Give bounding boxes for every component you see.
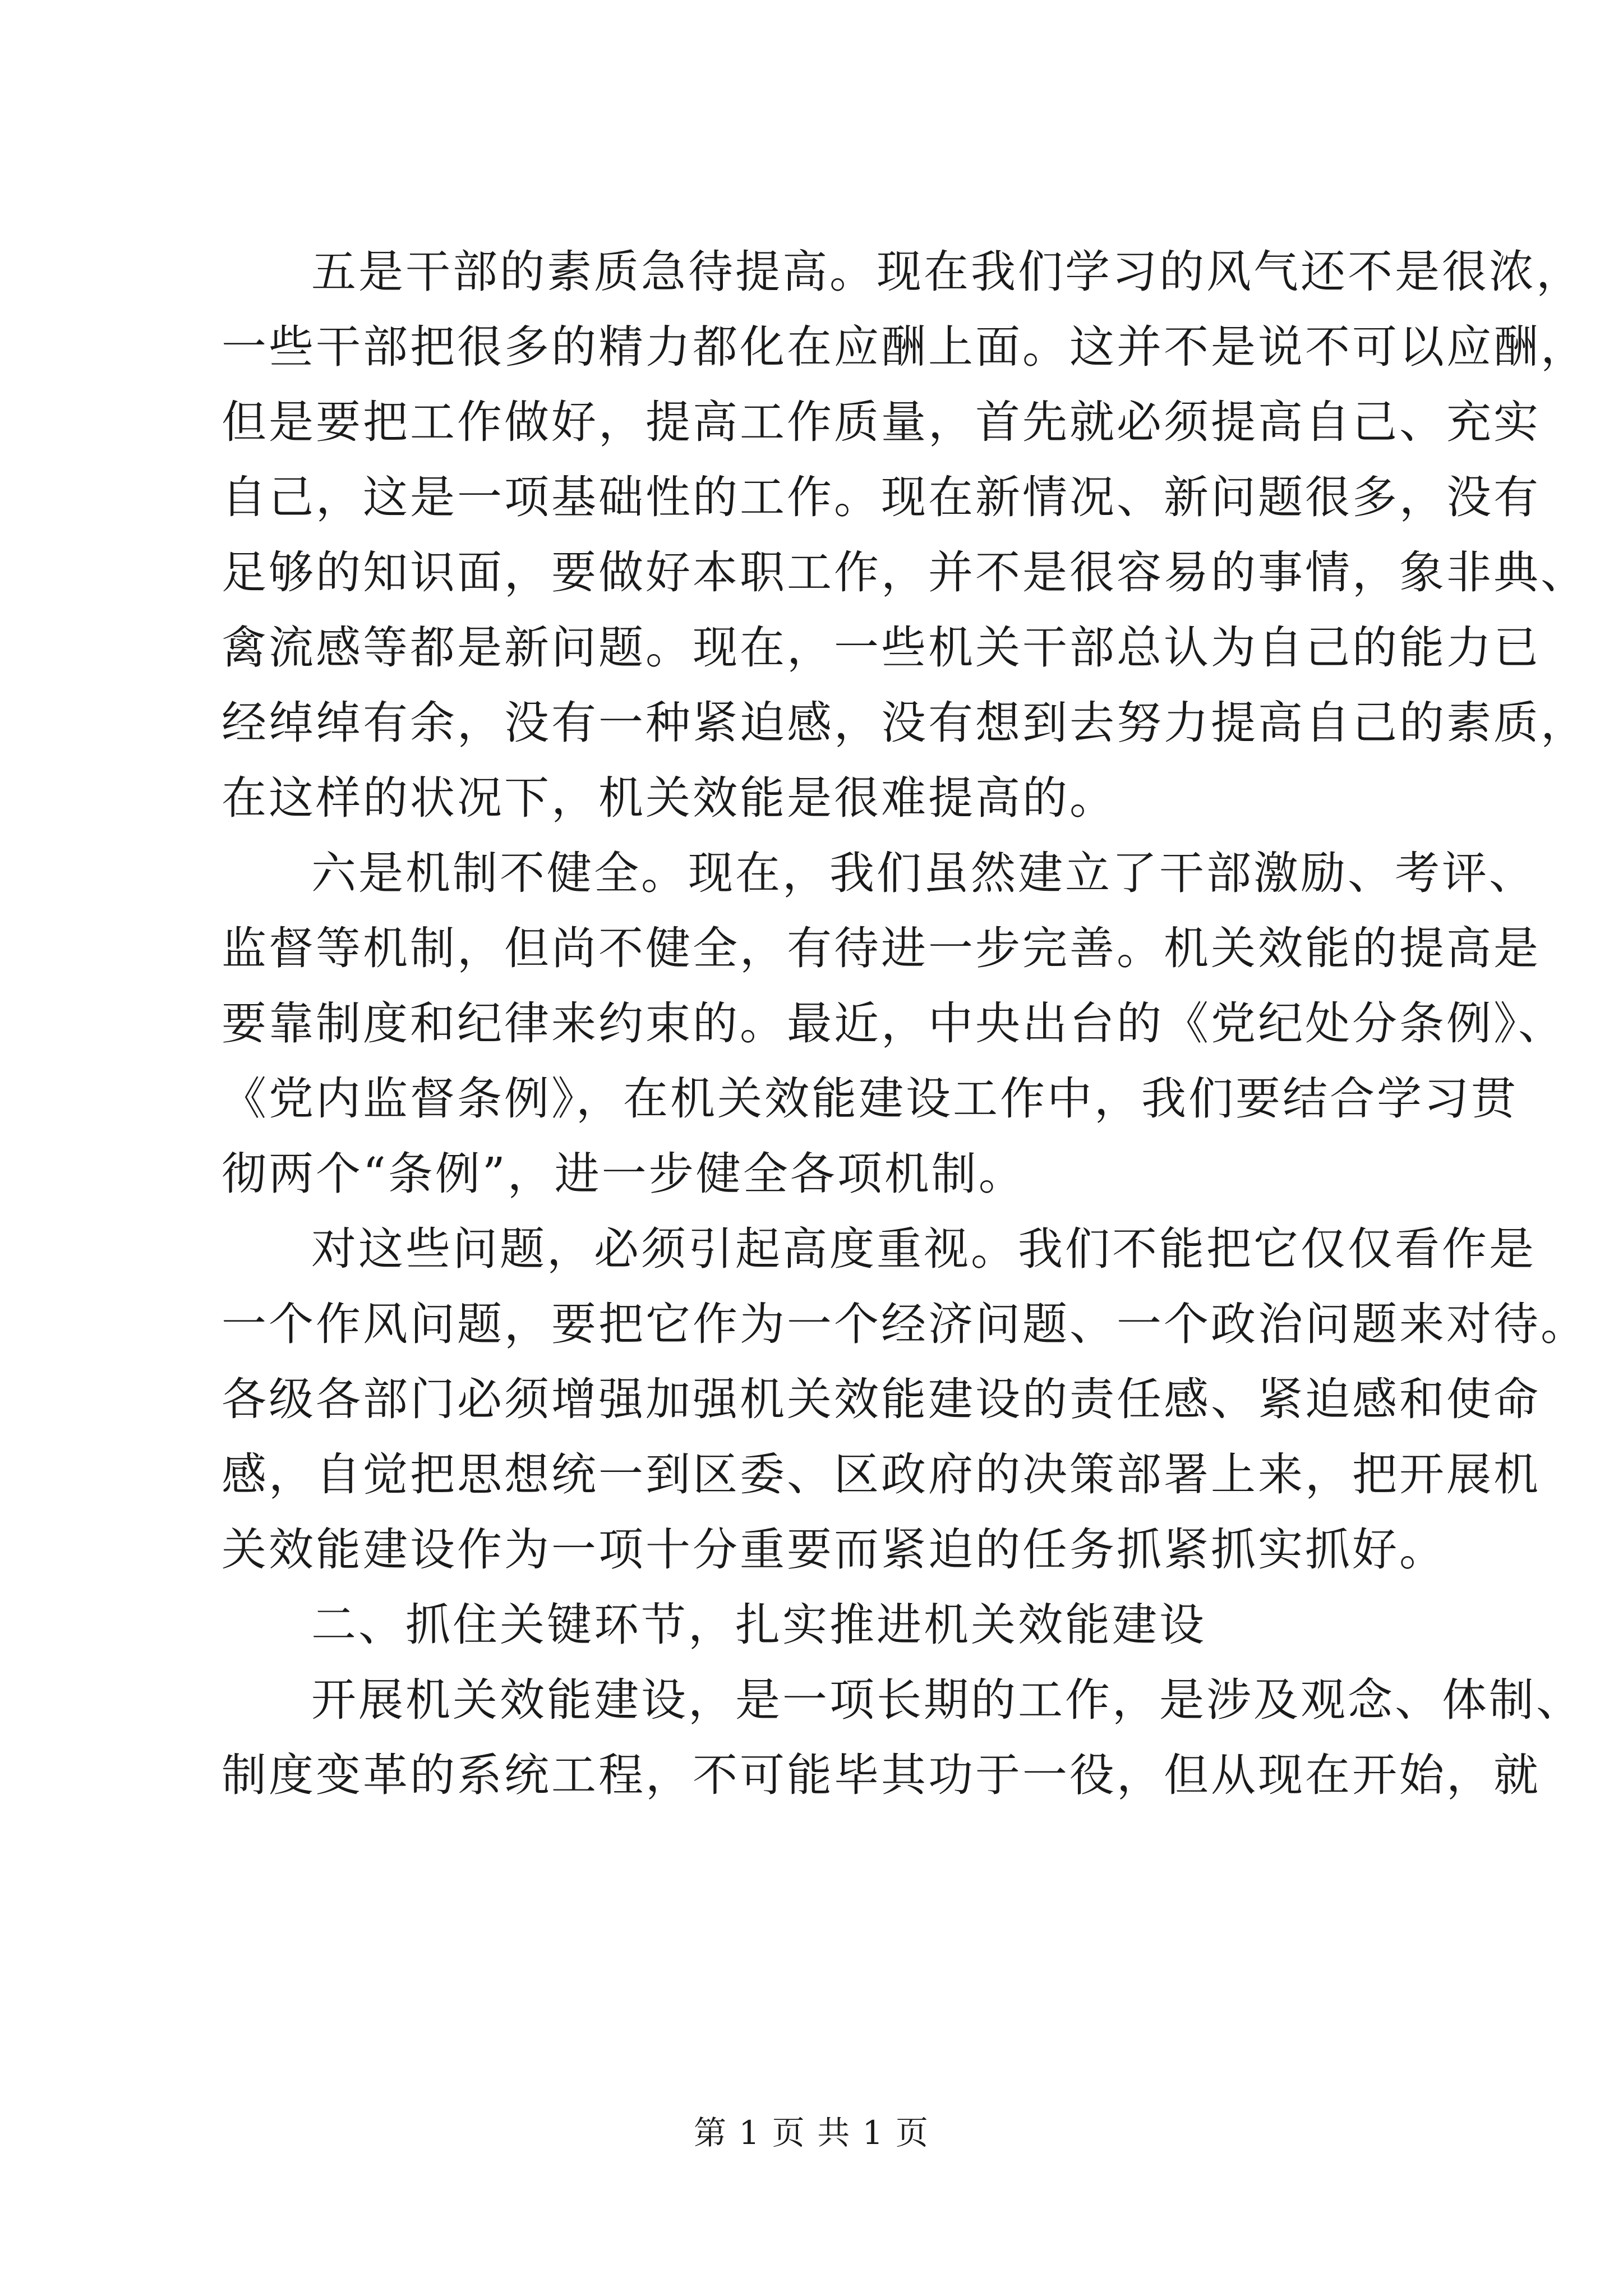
paragraph-line: 自己，这是一项基础性的工作。现在新情况、新问题很多，没有: [222, 471, 1541, 523]
paragraph-line: 彻两个“条例”，进一步健全各项机制。: [222, 1148, 1026, 1200]
paragraph-line: 一些干部把很多的精力都化在应酬上面。这并不是说不可以应酬，: [222, 321, 1588, 373]
paragraph-line: 经绰绰有余，没有一种紧迫感，没有想到去努力提高自己的素质，: [222, 697, 1588, 749]
page-footer: 第 1 页 共 1 页: [694, 2114, 929, 2152]
paragraph-line: 六是机制不健全。现在，我们虽然建立了干部激励、考评、: [311, 847, 1536, 899]
document-body: [222, 234, 1588, 1813]
section-heading: 二、抓住关键环节，扎实推进机关效能建设: [311, 1599, 1206, 1651]
paragraph-line: 一个作风问题，要把它作为一个经济问题、一个政治问题来对待。: [222, 1298, 1588, 1350]
paragraph-line: 开展机关效能建设，是一项长期的工作，是涉及观念、体制、: [311, 1674, 1583, 1726]
paragraph-line: 要靠制度和纪律来约束的。最近，中央出台的《党纪处分条例》、: [222, 997, 1565, 1050]
paragraph-line: 禽流感等都是新问题。现在，一些机关干部总认为自己的能力已: [222, 622, 1541, 674]
paragraph-line: 各级各部门必须增强加强机关效能建设的责任感、紧迫感和使命: [222, 1373, 1541, 1425]
paragraph-line: 《党内监督条例》，在机关效能建设工作中，我们要结合学习贯: [222, 1073, 1518, 1125]
paragraph-line: 但是要把工作做好，提高工作质量，首先就必须提高自己、充实: [222, 396, 1541, 448]
paragraph-line: 在这样的状况下，机关效能是很难提高的。: [222, 772, 1117, 824]
paragraph-line: 对这些问题，必须引起高度重视。我们不能把它仅仅看作是: [311, 1223, 1536, 1275]
paragraph-line: 制度变革的系统工程，不可能毕其功于一役，但从现在开始，就: [222, 1749, 1541, 1801]
paragraph-line: 五是干部的素质急待提高。现在我们学习的风气还不是很浓，: [311, 246, 1583, 298]
paragraph-line: 关效能建设作为一项十分重要而紧迫的任务抓紧抓实抓好。: [222, 1524, 1446, 1576]
paragraph-line: 足够的知识面，要做好本职工作，并不是很容易的事情，象非典、: [222, 546, 1588, 599]
paragraph-line: 监督等机制，但尚不健全，有待进一步完善。机关效能的提高是: [222, 922, 1541, 974]
paragraph-line: 感，自觉把思想统一到区委、区政府的决策部署上来，把开展机: [222, 1448, 1541, 1501]
